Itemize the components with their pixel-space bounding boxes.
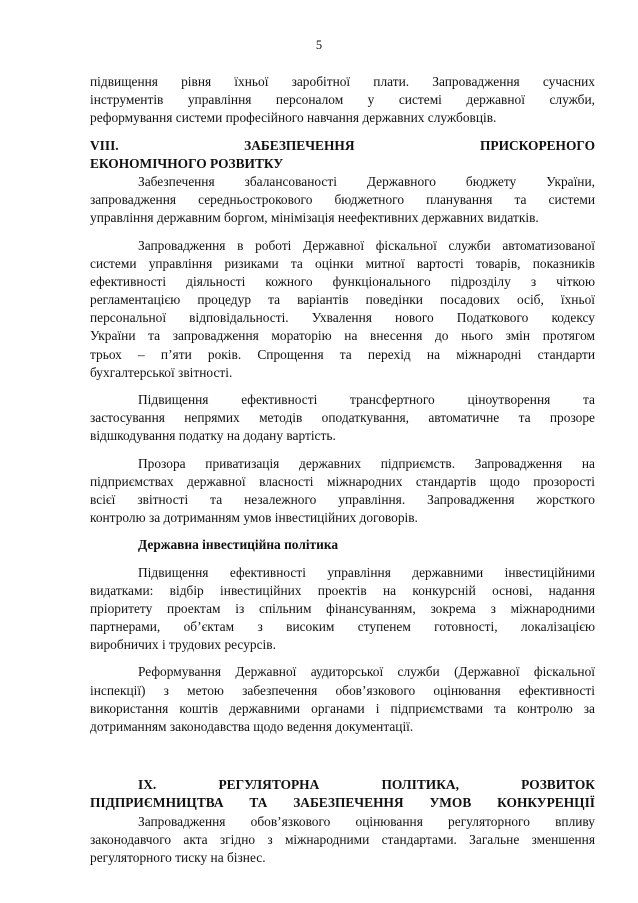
text-line: персональної відповідальності. Ухвалення нового Податкового кодексу: [90, 310, 595, 326]
heading-line: IX. РЕГУЛЯТОРНА ПОЛІТИКА, РОЗВИТОК: [138, 777, 595, 793]
text-line: пріоритету проектам із спільним фінансуванням, зокрема з міжнародними: [90, 600, 595, 616]
text-line: підвищення рівня їхньої заробітної плати. Запровадження сучасних: [90, 74, 595, 89]
text-line: виробничих і трудових ресурсів.: [90, 637, 276, 653]
heading-line: ЕКОНОМІЧНОГО РОЗВИТКУ: [90, 155, 284, 171]
text-line: підприємствах державної власності міжнародних стандартів щодо прозорості: [90, 473, 595, 489]
text-line: запровадження середньострокового бюджетного планування та системи: [90, 192, 595, 208]
text-line: застосування непрямих методів оподаткування, автоматичне та прозоре: [90, 410, 595, 426]
paragraph-gap: [90, 128, 595, 137]
text-line: видатками: відбір інвестиційних проектів на конкурсній основі, надання: [90, 582, 595, 598]
text-line: трьох – п’яти років. Спрощення та перехід на міжнародні стандарти: [90, 346, 595, 362]
text-line: інспекції) з метою забезпечення обов’язкового оцінювання ефективності: [90, 682, 595, 698]
paragraph-gap: [90, 446, 595, 455]
heading-line: Державна інвестиційна політика: [138, 537, 339, 553]
paragraph-gap: [90, 654, 595, 663]
text-line: Прозора приватизація державних підприємств. Запровадження на: [138, 455, 595, 471]
document-body: [90, 73, 595, 867]
text-line: Запровадження обов’язкового оцінювання регуляторного впливу: [138, 813, 595, 829]
text-line: регуляторного тиску на бізнес.: [90, 849, 266, 865]
text-line: партнерами, об’єктам з високим ступенем готовності, локалізацією: [90, 619, 595, 635]
heading-line: ПІДПРИЄМНИЦТВА ТА ЗАБЕЗПЕЧЕННЯ УМОВ КОНКУРЕНЦІЇ: [90, 795, 595, 811]
text-line: регламентацією процедур та варіантів поведінки посадових осіб, їхньої: [90, 292, 595, 308]
text-line: Підвищення ефективності трансфертного ціноутворення та: [138, 392, 595, 407]
text-line: інструментів управління персоналом у системі державної служби,: [90, 92, 595, 108]
paragraph-gap: [90, 736, 595, 776]
text-line: Забезпечення збалансованості Державного бюджету України,: [138, 173, 595, 189]
page-number: 5: [315, 38, 323, 52]
text-line: контролю за дотриманням умов інвестиційних договорів.: [90, 510, 418, 526]
text-line: Реформування Державної аудиторської служби (Державної фіскальної: [138, 664, 595, 680]
text-line: України та запровадження мораторію на внесення до нього змін протягом: [90, 328, 595, 344]
paragraph-gap: [90, 555, 595, 564]
paragraph-gap: [90, 527, 595, 536]
text-line: ефективності діяльності кожного функціонального підрозділу з чіткою: [90, 273, 595, 289]
text-line: використання коштів державними органами і підприємствами та контролю за: [90, 700, 595, 716]
paragraph-gap: [90, 228, 595, 237]
text-line: Запровадження в роботі Державної фіскальної служби автоматизованої: [138, 237, 595, 253]
text-line: законодавчого акта згідно з міжнародними стандартами. Загальне зменшення: [90, 831, 595, 847]
heading-line: VIII. ЗАБЕЗПЕЧЕННЯ ПРИСКОРЕНОГО: [90, 137, 595, 153]
text-line: управління державним боргом, мінімізація неефективних державних видатків.: [90, 210, 539, 226]
text-line: бухгалтерської звітності.: [90, 364, 233, 380]
text-line: Підвищення ефективності управління державними інвестиційними: [138, 564, 595, 580]
text-line: відшкодування податку на додану вартість.: [90, 428, 336, 444]
text-line: всієї звітності та незалежного управління. Запровадження жорсткого: [90, 491, 595, 507]
text-line: реформування системи професійного навчання державних службовців.: [90, 110, 497, 126]
text-line: дотриманням законодавства щодо ведення документації.: [90, 719, 414, 734]
text-line: системи управління ризиками та оцінки митної вартості товарів, показників: [90, 255, 595, 271]
paragraph-gap: [90, 382, 595, 391]
